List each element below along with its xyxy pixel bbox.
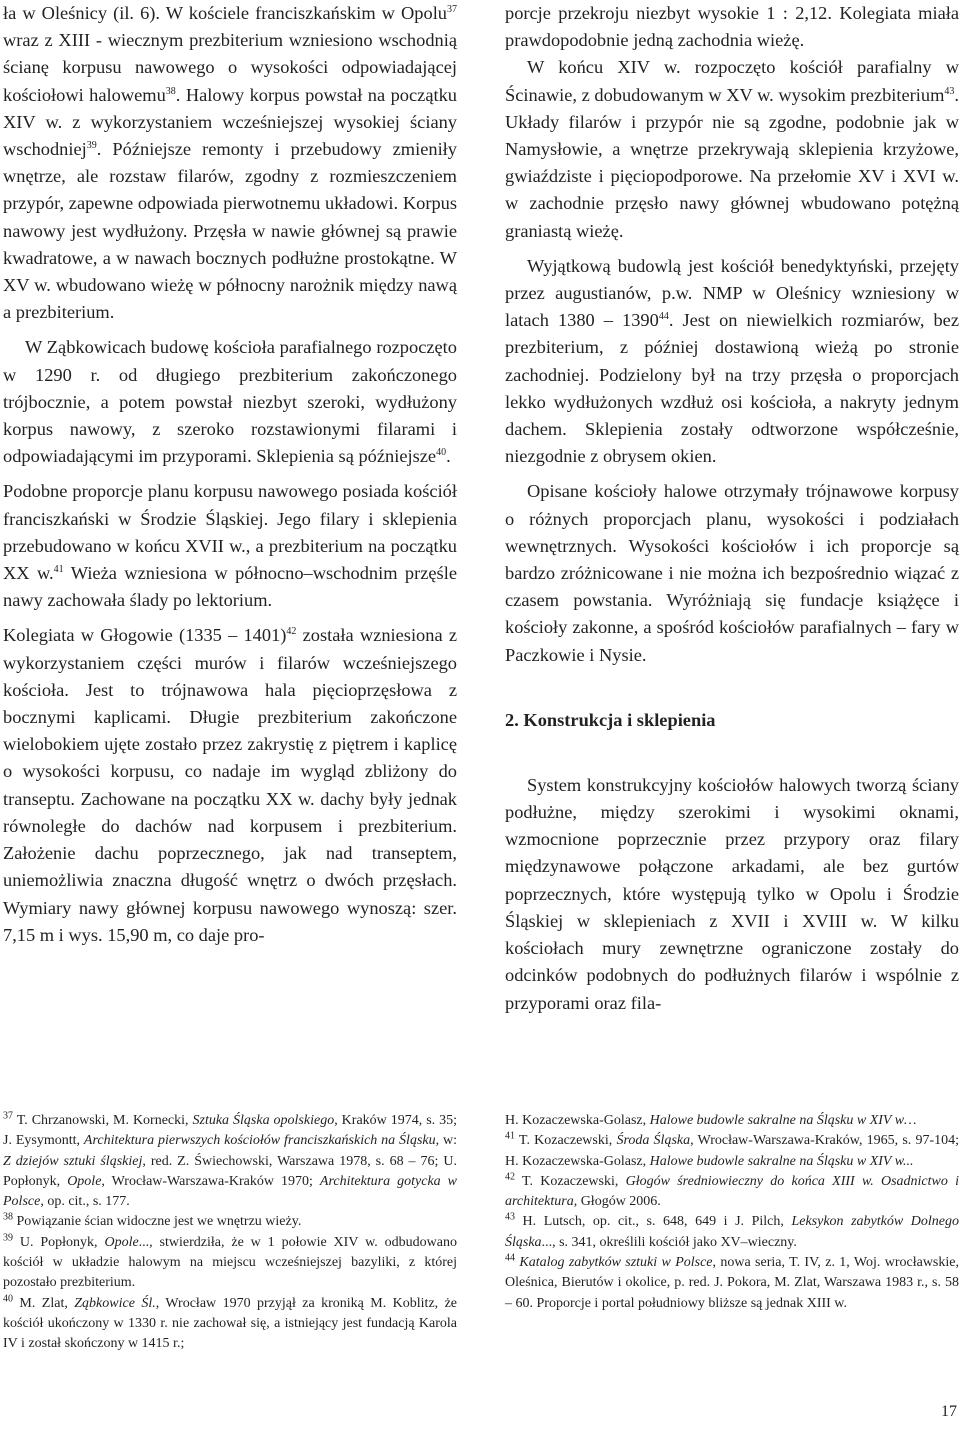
paragraph: W Ząbkowicach budowę kościoła parafialnego rozpoczęto w 1290 r. od długiego prezbiterium zakończonego trójbocznie, a potem powstał niezbyt szeroki, wydłużony korpus nawowy, z szeroko rozstawionymi filarami i odpowiadającymi im przyporami. Sklepienia są późniejsze$^{40}$. — [3, 337, 457, 467]
paragraph: Wyjątkową budowlą jest kościół benedyktyński, przejęty przez augustianów, p.w. NMP w Oleśnicy wzniesiony w latach 1380 – 1390$^{44}$. Jest on niewielkich rozmiarów, bez prezbiterium, z później dostawioną wieżą po stronie zachodniej. Podzielony był na trzy przęsła o proporcjach lekko wydłużonych wzdłuż osi kościoła, a nakryty jednym dachem. Sklepienia zostały odtworzone współcześnie, niezgodnie z obrysem okien. — [505, 255, 959, 467]
paragraph: Opisane kościoły halowe otrzymały trójnawowe korpusy o różnych proporcjach planu, wysokości i podziałach wewnętrznych. Wysokości kościołów i ich proporcje są bardzo zróżnicowane i nie można ich bezpośrednio wiązać z czasem powstania. Wyróżniają się fundacje książęce i kościoły zakonne, a spośród kościołów parafialnych – fary w Paczkowie i Nysie. — [505, 481, 959, 665]
paragraph: porcje przekroju niezbyt wysokie 1 : 2,12. Kolegiata miała prawdopodobnie jedną zachodnia wieżę. — [505, 3, 959, 51]
footnote-ref[interactable]: 41 — [53, 563, 64, 575]
footnote-40: $^{40}$ M. Zlat, Ząbkowice Śl., Wrocław 1970 przyjął za kroniką M. Koblitz, że kościół ukończony w 1330 r. nie zachował się, a istniejący jest fundacją Karola IV i został skończony w 1415 r.; — [3, 1293, 458, 1352]
footnote-ref[interactable]: 39 — [86, 139, 97, 151]
paragraph: W końcu XIV w. rozpoczęto kościół parafialny w Ścinawie, z dobudowanym w XV w. wysokim prezbiterium$^{43}$. Układy filarów i przypór nie są zgodne, podobnie jak w Namysłowie, a wnętrze przekrywają sklepienia krzyżowe, gwiaździste i pięciopodporowe. Na przełomie XV i XVI w. w zachodnie przęsło nawy głównej wbudowano potężną graniastą wieżę. — [505, 57, 959, 241]
footnotes-right — [505, 1111, 959, 1314]
footnote-43: $^{43}$ H. Lutsch, op. cit., s. 648, 649 i J. Pilch, Leksykon zabytków Dolnego Śląska..., s. 341, określili kościół jako XV–wieczny. — [505, 1211, 959, 1250]
footnote-ref[interactable]: 38 — [165, 85, 176, 97]
footnote-44: $^{44}$ Katalog zabytków sztuki w Polsce, nowa seria, T. IV, z. 1, Woj. wrocławskie, Oleśnica, Bierutów i okolice, p. red. J. Pokora, M. Zlat, Warszawa 1983 r., s. 58 – 60. Proporcje i portal południowy bliższe są jednak XIII w. — [505, 1252, 959, 1311]
footnote-40-continued: H. Kozaczewska-Golasz, Halowe budowle sakralne na Śląsku w XIV w… — [505, 1113, 917, 1128]
footnote-41: $^{41}$ T. Kozaczewski, Środa Śląska, Wrocław-Warszawa-Kraków, 1965, s. 97-104; H. Kozaczewska-Golasz, Halowe budowle sakralne na Śląsku w XIV w... — [505, 1130, 960, 1169]
paragraph: Podobne proporcje planu korpusu nawowego posiada kościół franciszkański w Środzie Śląskiej. Jego filary i sklepienia przebudowano w końcu XVII w., a prezbiterium na początku XX w.$^{41}$ Wieża wzniesiona w północno–wschodnim przęśle nawy zachowała ślady po lektorium. — [3, 481, 457, 611]
section-heading: 2. Konstrukcja i sklepienia — [505, 709, 716, 730]
footnote-ref[interactable]: 40 — [436, 447, 447, 459]
footnote-38: $^{38}$ Powiązanie ścian widoczne jest we wnętrzu wieży. — [3, 1211, 302, 1230]
paragraph: Kolegiata w Głogowie (1335 – 1401)$^{42}$ została wzniesiona z wykorzystaniem części murów i filarów wcześniejszego kościoła. Jest to trójnawowa hala pięcioprzęsłowa z bocznymi kaplicami. Długie prezbiterium zakończone wielobokiem ujęte zostało przez zakrystię z piętrem i kaplicę o wysokości korpusu, co nadaje im wygląd zbliżony do transeptu. Zachowane na początku XX w. dachy były jednak równoległe do dachów nad korpusem i prezbiterium. Założenie dachu poprzecznego, jak nad transeptem, uniemożliwia znaczna długość wnętrz o dwóch przęsłach. Wymiary nawy głównej korpusu nawowego wynoszą: szer. 7,15 m i wys. 15,90 m, co daje pro- — [3, 625, 457, 945]
footnotes-left — [3, 1111, 457, 1355]
paragraph: ła w Oleśnicy (il. 6). W kościele franciszkańskim w Opolu$^{37}$ wraz z XIII - wiecznym prezbiterium wzniesiono wschodnią ścianę korpusu nawowego o wysokości odpowiadającej kościołowi halowemu$^{38}$. Halowy korpus powstał na początku XIV w. z wykorzystaniem wcześniejszej wysokiej ściany wschodniej$^{39}$. Późniejsze remonty i przebudowy zmieniły wnętrze, ale rozstaw filarów, zgodny z rozmieszczeniem przypór, zapewne odpowiada pierwotnemu układowi. Korpus nawowy jest wydłużony. Przęsła w nawie głównej są prawie kwadratowe, a w nawach bocznych podłużne prostokątne. W XV w. wbudowano wieżę w północny narożnik między nawą a prezbiterium. — [3, 3, 457, 323]
page-number: 17 — [941, 1403, 957, 1420]
footnote-ref[interactable]: 42 — [286, 626, 297, 638]
footnote-ref[interactable]: 44 — [658, 311, 669, 323]
footnote-ref[interactable]: 43 — [944, 85, 955, 97]
footnote-42: $^{42}$ T. Kozaczewski, Głogów średniowieczny do końca XIII w. Osadnictwo i architektura, Głogów 2006. — [505, 1171, 959, 1210]
right-column — [505, 0, 959, 1017]
footnote-37: $^{37}$ T. Chrzanowski, M. Kornecki, Sztuka Śląska opolskiego, Kraków 1974, s. 35; J. Eysymontt, Architektura pierwszych kościołów franciszkańskich na Śląsku, w: Z dziejów sztuki śląskiej, red. Z. Świechowski, Warszawa 1978, s. 68 – 76; U. Popłonyk, Opole, Wrocław-Warszawa-Kraków 1970; Architektura gotycka w Polsce, op. cit., s. 177. — [3, 1110, 458, 1210]
footnote-39: $^{39}$ U. Popłonyk, Opole..., stwierdziła, że w 1 połowie XIV w. odbudowano kościół w układzie halowym na miejscu wcześniejszej bazyliki, z której pozostało prezbiterium. — [3, 1232, 457, 1291]
left-column — [3, 0, 457, 949]
footnote-ref[interactable]: 37 — [447, 3, 457, 15]
paragraph: System konstrukcyjny kościołów halowych tworzą ściany podłużne, między szerokimi i wysokimi oknami, wzmocnione poprzecznie przez przypory oraz filary międzynawowe połączone arkadami, ale bez gurtów poprzecznych, które występują tylko w Opolu i Środzie Śląskiej w sklepieniach z XVII i XVIII w. W kilku kościołach mury zewnętrzne ograniczone zostały do odcinków podobnych do podłużnych filarów i wspólnie z przyporami oraz fila- — [505, 774, 959, 1013]
